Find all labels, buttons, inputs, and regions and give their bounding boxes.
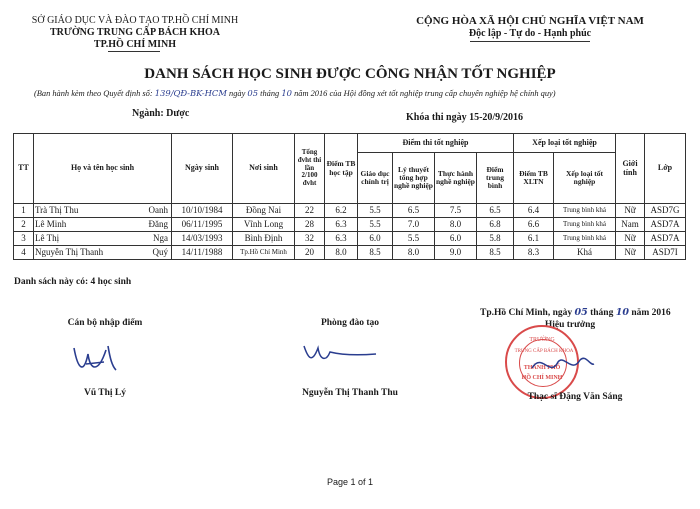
col-header-name: Họ và tên học sinh (34, 134, 172, 204)
dept-name: SỞ GIÁO DỤC VÀ ĐÀO TẠO TP.HỒ CHÍ MINH (31, 15, 239, 26)
cell-tt: 1 (14, 204, 34, 218)
col-header-avg: Điểm TB học tập (325, 134, 358, 204)
cell-rank: Trung bình khá (554, 204, 616, 218)
cell-credits: 28 (295, 218, 325, 232)
cell-tt: 3 (14, 232, 34, 246)
nation-title: CỘNG HÒA XÃ HỘI CHỦ NGHĨA VIỆT NAM (416, 15, 644, 27)
cell-politics: 5.5 (358, 204, 393, 218)
cell-avg: 6.2 (325, 204, 358, 218)
col-header-final: Điểm TB XLTN (514, 153, 554, 204)
cell-first-name: Oanh (148, 204, 168, 215)
cell-name (34, 232, 172, 246)
col-header-exam-group: Điểm thi tốt nghiệp (358, 134, 514, 153)
cell-last-name: Lê Thị (35, 232, 60, 243)
stamp-line-1: TRƯỜNG (529, 337, 555, 343)
cell-politics: 6.0 (358, 232, 393, 246)
cell-final: 6.6 (514, 218, 554, 232)
col-header-practice: Thực hành nghề nghiệp (435, 153, 477, 204)
cell-exam-avg: 5.8 (477, 232, 514, 246)
cell-first-name: Quý (152, 246, 168, 257)
decision-day: 05 (247, 88, 259, 98)
cell-last-name: Lê Minh (35, 218, 67, 229)
cell-theory: 7.0 (393, 218, 435, 232)
school-city: TP.HỒ CHÍ MINH (93, 39, 177, 50)
signature-right (528, 348, 598, 382)
col-header-rank: Xếp loại tốt nghiệp (554, 153, 616, 204)
cell-dob: 14/11/1988 (172, 246, 233, 260)
program-label: Ngành: Dược (132, 108, 190, 119)
cell-rank: Khá (554, 246, 616, 260)
stamp-line-2: TRUNG CẤP BÁCH KHOA (514, 349, 574, 354)
sign-date-prefix: Tp.Hồ Chí Minh, ngày (480, 308, 573, 318)
col-header-tt: TT (14, 134, 34, 204)
cell-gender: Nam (616, 218, 645, 232)
cell-name (34, 246, 172, 260)
cell-dob: 10/10/1984 (172, 204, 233, 218)
cell-practice: 6.0 (435, 232, 477, 246)
cell-practice: 9.0 (435, 246, 477, 260)
header-right-divider (470, 41, 590, 42)
table-row (14, 232, 686, 246)
sign-date-month-label: tháng (590, 308, 614, 318)
signature-mid (300, 340, 380, 370)
decision-month: 10 (281, 88, 292, 98)
sign-date-month: 10 (615, 307, 629, 318)
document-title: DANH SÁCH HỌC SINH ĐƯỢC CÔNG NHẬN TỐT NGHIỆP (144, 66, 556, 82)
subtitle-suffix: năm 2016 của Hội đồng xét tốt nghiệp trung cấp chuyên nghiệp hệ chính quy) (294, 89, 556, 98)
col-header-pob: Nơi sinh (233, 134, 295, 204)
signer-left-title: Cán bộ nhập điểm (67, 318, 143, 328)
cell-credits: 32 (295, 232, 325, 246)
subtitle-month-label: tháng (260, 89, 280, 98)
sign-date (480, 307, 671, 318)
signer-left-name: Vũ Thị Lý (83, 388, 127, 398)
sign-date-day: 05 (574, 307, 588, 318)
col-header-gender: Giới tính (616, 134, 645, 204)
signer-right-name: Thạc sĩ Đặng Văn Sáng (527, 392, 623, 402)
cell-class: ASD7G (645, 204, 686, 218)
cell-dob: 14/03/1993 (172, 232, 233, 246)
stamp-line-4: HỒ CHÍ MINH (521, 375, 563, 381)
cell-class: ASD7A (645, 232, 686, 246)
cell-pob: Đồng Nai (233, 204, 295, 218)
exam-period: Khóa thi ngày 15-20/9/2016 (406, 112, 523, 123)
nation-motto: Độc lập - Tự do - Hạnh phúc (468, 28, 592, 39)
subtitle-prefix: (Ban hành kèm theo Quyết định số: (34, 89, 153, 98)
cell-exam-avg: 6.5 (477, 204, 514, 218)
signature-left (68, 340, 123, 380)
col-header-exam-avg: Điểm trung bình (477, 153, 514, 204)
cell-pob: Vĩnh Long (233, 218, 295, 232)
summary-count: Danh sách này có: 4 học sinh (14, 277, 132, 287)
decision-number: 139/QĐ-BK-HCM (154, 88, 227, 98)
col-header-rank-group: Xếp loại tốt nghiệp (514, 134, 616, 153)
cell-rank: Trung bình khá (554, 232, 616, 246)
header-left-divider (108, 51, 160, 52)
cell-politics: 8.5 (358, 246, 393, 260)
cell-credits: 22 (295, 204, 325, 218)
stamp-line-3: THÀNH PHỐ (523, 365, 561, 371)
cell-class: ASD7A (645, 218, 686, 232)
graduates-table (13, 133, 686, 260)
cell-rank: Trung bình khá (554, 218, 616, 232)
cell-practice: 7.5 (435, 204, 477, 218)
cell-theory: 8.0 (393, 246, 435, 260)
signer-mid-name: Nguyễn Thị Thanh Thu (302, 388, 398, 398)
cell-theory: 5.5 (393, 232, 435, 246)
signer-right-title: Hiệu trưởng (544, 320, 596, 330)
cell-exam-avg: 8.5 (477, 246, 514, 260)
cell-theory: 6.5 (393, 204, 435, 218)
table-row (14, 246, 686, 260)
subtitle-day-label: ngày (229, 89, 246, 98)
col-header-politics: Giáo dục chính trị (358, 153, 393, 204)
cell-practice: 8.0 (435, 218, 477, 232)
cell-first-name: Nga (153, 232, 168, 243)
table-row (14, 204, 686, 218)
table-row (14, 218, 686, 232)
cell-tt: 4 (14, 246, 34, 260)
cell-first-name: Đăng (148, 218, 168, 229)
cell-dob: 06/11/1995 (172, 218, 233, 232)
col-header-class: Lớp (645, 134, 686, 204)
cell-pob: Tp.Hồ Chí Minh (233, 246, 295, 260)
cell-credits: 20 (295, 246, 325, 260)
cell-avg: 8.0 (325, 246, 358, 260)
cell-name (34, 218, 172, 232)
cell-last-name: Nguyễn Thị Thanh (35, 246, 104, 257)
cell-avg: 6.3 (325, 218, 358, 232)
col-header-credits: Tổng đvht thi lần 2/100 đvht (295, 134, 325, 204)
col-header-theory: Lý thuyết tổng hợp nghề nghiệp (393, 153, 435, 204)
col-header-dob: Ngày sinh (172, 134, 233, 204)
cell-final: 8.3 (514, 246, 554, 260)
document-subtitle (34, 88, 684, 98)
cell-final: 6.4 (514, 204, 554, 218)
cell-name (34, 204, 172, 218)
cell-final: 6.1 (514, 232, 554, 246)
cell-last-name: Trà Thị Thu (35, 204, 79, 215)
sign-date-suffix: năm 2016 (631, 308, 671, 318)
cell-avg: 6.3 (325, 232, 358, 246)
cell-pob: Bình Định (233, 232, 295, 246)
cell-gender: Nữ (616, 204, 645, 218)
cell-gender: Nữ (616, 246, 645, 260)
cell-tt: 2 (14, 218, 34, 232)
cell-class: ASD7I (645, 246, 686, 260)
signer-mid-title: Phòng đào tạo (320, 318, 380, 328)
cell-exam-avg: 6.8 (477, 218, 514, 232)
page-footer: Page 1 of 1 (326, 477, 374, 487)
cell-politics: 5.5 (358, 218, 393, 232)
school-name: TRƯỜNG TRUNG CẤP BÁCH KHOA (49, 27, 220, 38)
cell-gender: Nữ (616, 232, 645, 246)
